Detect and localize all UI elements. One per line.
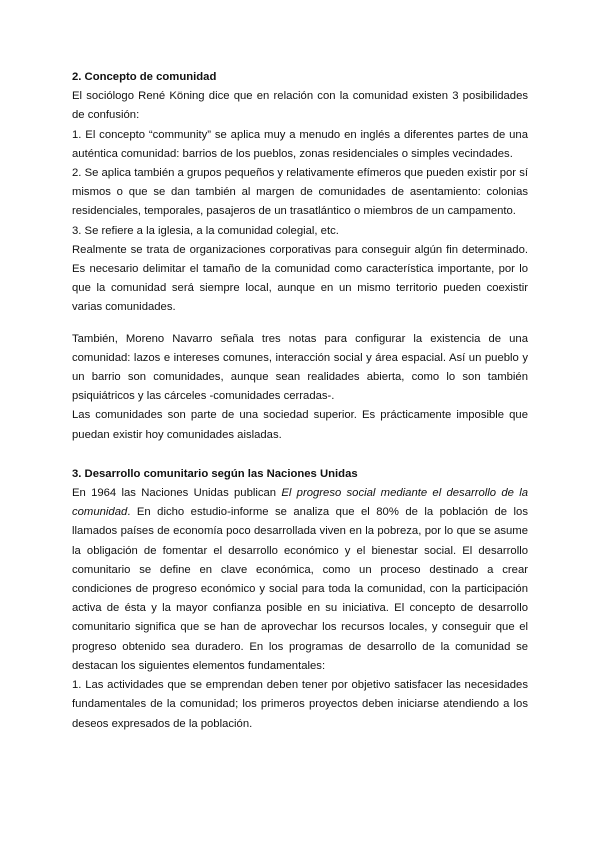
section-2-item-2: 2. Se aplica también a grupos pequeños y relativamente efímeros que pueden existir por sí mismos o que se dan también al margen de comunidades de asentamiento: colonias residenciales, temporales, pasajeros de un trasatlántico o miembros de un campamento. [72, 167, 528, 218]
section-2-intro: El sociólogo René Köning dice que en relación con la comunidad existen 3 posibilidades de confusión: [72, 90, 528, 122]
section-2-heading: 2. Concepto de comunidad [72, 71, 217, 83]
section-3-paragraph-rest: . En dicho estudio-informe se analiza que el 80% de la población de los llamados países de economía poco desarrollada viven en la pobreza, por lo que se asume la obligación de fomentar el desarrollo económico y el bienestar social. El desarrollo comunitario se define en clave económica, como un proceso destinado a crear condiciones de progreso económico y social para toda la comunidad, con la participación activa de ésta y la mayor confianza posible en su iniciativa. El concepto de desarrollo comunitario significa que se han de aprovechar los recursos locales, y conseguir que el progreso obtenido sea duradero. En los programas de desarrollo de la comunidad se destacan los siguientes elementos fundamentales: [72, 506, 528, 672]
section-3-book-title: El progreso social mediante el desarrollo de la comunidad [72, 487, 528, 519]
section-2-item-1: 1. El concepto “community” se aplica muy a menudo en inglés a diferentes partes de una auténtica comunidad: barrios de los pueblos, zonas residenciales o simples vecindades. [72, 128, 528, 160]
section-spacer [72, 445, 528, 465]
document-body [72, 68, 528, 734]
paragraph-spacer [72, 318, 528, 330]
section-3-paragraph-main [72, 484, 528, 676]
section-3-item-1: 1. Las actividades que se emprendan deben tener por objetivo satisfacer las necesidades fundamentales de la comunidad; los primeros proyectos deben iniciarse atendiendo a los deseos expresados de la población. [72, 679, 528, 730]
section-2-paragraph-moreno: También, Moreno Navarro señala tres notas para configurar la existencia de una comunidad: lazos e intereses comunes, interacción social y área espacial. Así un pueblo y un barrio son comunidades, aunque sean realidades abierta, como lo son también psiquiátricos y las cárceles -comunidades cerradas-. [72, 332, 528, 403]
section-2-item-3: 3. Se refiere a la iglesia, a la comunidad colegial, etc. [72, 224, 339, 237]
section-2-paragraph-sociedad: Las comunidades son parte de una sociedad superior. Es prácticamente imposible que puedan existir hoy comunidades aisladas. [72, 409, 528, 441]
section-3-heading: 3. Desarrollo comunitario según las Naciones Unidas [72, 467, 358, 480]
section-3-paragraph-lead: En 1964 las Naciones Unidas publican [72, 487, 282, 500]
section-2-paragraph-realmente: Realmente se trata de organizaciones corporativas para conseguir algún fin determinado. Es necesario delimitar el tamaño de la comunidad como característica importante, por lo que la comunidad será siempre local, aunque en un mismo territorio pueden coexistir varias comunidades. [72, 243, 528, 314]
